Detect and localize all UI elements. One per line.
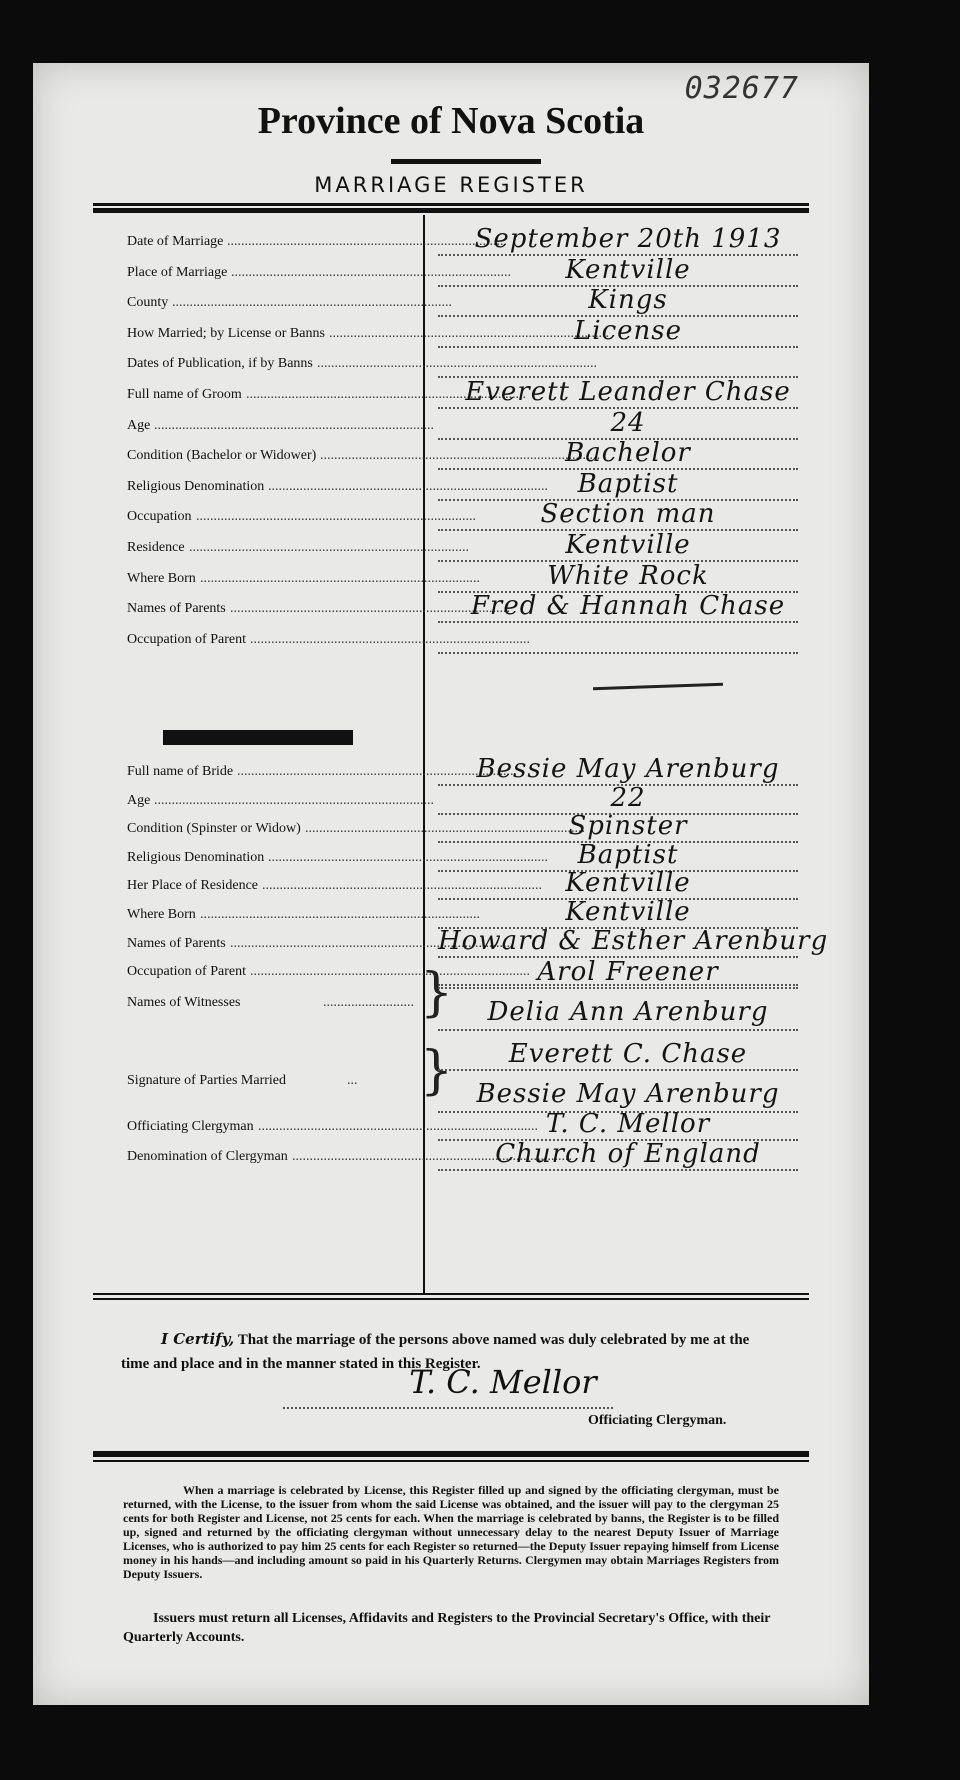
field-label: Denomination of Clergyman (127, 1149, 288, 1164)
header-rule-thick (93, 208, 809, 213)
field-row (93, 499, 813, 533)
field-label: Names of Parents (127, 935, 226, 951)
field-row (93, 285, 813, 319)
field-label: Occupation (127, 509, 192, 525)
field-row (93, 350, 813, 380)
field-label: Full name of Groom (127, 387, 242, 402)
signatures-row (93, 1035, 813, 1115)
field-label: Condition (Spinster or Widow) (127, 821, 301, 837)
field-value: 24 (610, 407, 646, 438)
field-value: Kentville (565, 254, 691, 285)
leader-dots: ................................................................................ (305, 821, 585, 837)
field-row (93, 530, 813, 564)
field-value: Kentville (565, 530, 691, 560)
field-value: Bessie May Arenburg (476, 754, 780, 784)
leader-dots: ................................................................................ (317, 356, 597, 372)
blank-dash-mark (593, 683, 723, 691)
field-label: Age (127, 417, 151, 433)
notice-rule-thin (93, 1460, 809, 1462)
footer-rule-2 (93, 1298, 809, 1300)
field-label: Date of Marriage (127, 234, 224, 249)
field-value: Fred & Hannah Chase (470, 591, 786, 622)
leader-dots: ................................................................................ (268, 849, 548, 865)
field-value: Baptist (577, 839, 679, 870)
field-row (93, 591, 813, 625)
leader-dots: ................................................................................ (154, 792, 434, 808)
field-row (93, 438, 813, 472)
field-value: Kentville (565, 868, 691, 899)
field-value: Bachelor (565, 438, 691, 469)
field-row (93, 468, 813, 503)
leader-dots: ................................................................................ (292, 1149, 572, 1164)
signatures-bracket: } (420, 1041, 454, 1101)
field-label: Condition (Bachelor or Widower) (127, 448, 317, 464)
field-label: Age (127, 792, 151, 808)
field-row (93, 224, 813, 258)
leader-dots: ................................................................................ (227, 234, 507, 249)
field-row (93, 626, 813, 656)
field-label: Occupation of Parent (127, 631, 246, 647)
signature-groom-value: Everett C. Chase (508, 1039, 748, 1069)
value-dots (438, 346, 798, 348)
field-row (93, 407, 813, 442)
leader-dots: .......................... (323, 995, 414, 1010)
field-value: Kentville (565, 897, 691, 927)
leader-dots: ................................................................................ (196, 509, 476, 525)
field-label: Religious Denomination (127, 849, 265, 865)
field-value: Section man (540, 499, 716, 530)
field-value: Baptist (577, 468, 679, 499)
leader-dots: ................................................................................ (200, 570, 480, 586)
leader-dots: ................................................................................ (250, 631, 530, 647)
bride-section-bar (163, 730, 353, 745)
clergyman-signature: T. C. Mellor (409, 1363, 597, 1401)
leader-dots: ................................................................................ (172, 295, 452, 311)
field-label: Names of Parents (127, 601, 226, 617)
signatures-label: Signature of Parties Married (127, 1073, 287, 1088)
register-number: 032677 (684, 71, 799, 106)
witness-1-value: Arol Freener (537, 957, 719, 987)
field-value: Spinster (568, 811, 688, 842)
leader-dots: ................................................................................ (250, 964, 530, 980)
leader-dots: ................................................................................ (189, 540, 469, 555)
field-value: Kings (588, 285, 668, 316)
field-row (93, 254, 813, 289)
field-value: Howard & Esther Arenburg (438, 925, 829, 956)
clergyman-role: Officiating Clergyman. (588, 1413, 727, 1428)
witnesses-row (93, 953, 813, 1033)
instructions-notice: When a marriage is celebrated by License, this Register filled up and signed by the officiating clergyman, must be returned, with the License, to the issuer from whom the said License was obtained, and the issuer will pay to the clergyman 25 cents for both Register and License, not 25 cents for each. When the marriage is celebrated by banns, the Register is to be filled up, signed and returned by the officiating clergyman without unnecessary delay to the nearest Deputy Issuer of Marriage Licenses, who is authorized to pay him 25 cents for each Register so returned—the Deputy Issuer repaying himself from License money in his hands—and including amount so paid in his Quarterly Returns. Clergymen may obtain Marriages Registers from Deputy Issuers. (123, 1483, 779, 1581)
field-label: Full name of Bride (127, 764, 234, 779)
value-dots (438, 987, 798, 989)
field-label: Where Born (127, 907, 196, 922)
field-label: Officiating Clergyman (127, 1119, 254, 1134)
leader-dots: ................................................................................ (230, 935, 510, 951)
signature-dots (283, 1407, 613, 1409)
notice-rule-thick (93, 1451, 809, 1457)
field-row (93, 377, 813, 411)
field-label: Place of Marriage (127, 264, 228, 280)
certify-body: That the marriage of the persons above named was duly celebrated by me at the time and place and in the manner stated in this Register. (121, 1332, 750, 1372)
field-row (93, 1139, 813, 1173)
leader-dots: ................................................................................ (329, 325, 609, 341)
field-label: Her Place of Residence (127, 878, 258, 894)
leader-dots: ................................................................................ (230, 601, 510, 617)
marriage-register-sheet (33, 63, 869, 1705)
page-subtitle: MARRIAGE REGISTER (314, 173, 588, 197)
field-label: County (127, 295, 169, 311)
leader-dots: ... (347, 1073, 358, 1088)
field-value: T. C. Mellor (545, 1109, 711, 1139)
leader-dots: ................................................................................ (231, 264, 511, 280)
field-value: White Rock (547, 560, 709, 591)
value-dots (438, 1069, 798, 1071)
leader-dots: ................................................................................ (268, 478, 548, 494)
field-value: License (573, 315, 682, 346)
leader-dots: ................................................................................ (154, 417, 434, 433)
value-dots (438, 1169, 798, 1171)
leader-dots: ................................................................................ (320, 448, 600, 464)
title-rule (391, 159, 541, 164)
field-label: Residence (127, 540, 185, 555)
value-dots (438, 652, 798, 654)
leader-dots: ................................................................................ (258, 1119, 538, 1134)
value-dots (438, 1029, 798, 1031)
field-value: Everett Leander Chase (465, 377, 791, 407)
footer-rule-1 (93, 1293, 809, 1295)
field-value: 22 (610, 782, 646, 813)
field-value: Church of England (495, 1139, 761, 1169)
field-row (93, 560, 813, 595)
leader-dots: ................................................................................ (262, 878, 542, 894)
header-rule-thin (93, 203, 809, 206)
field-row (93, 315, 813, 350)
field-label: Dates of Publication, if by Banns (127, 356, 313, 372)
leader-dots: ................................................................................ (237, 764, 517, 779)
witness-2-value: Delia Ann Arenburg (487, 997, 769, 1027)
signature-bride-value: Bessie May Arenburg (476, 1079, 780, 1109)
issuers-notice: Issuers must return all Licenses, Affidavits and Registers to the Provincial Secretary's Office, with their Quarterly Accounts. (123, 1611, 771, 1645)
witnesses-label: Names of Witnesses (127, 995, 241, 1010)
witnesses-bracket: } (420, 963, 454, 1023)
field-label: Occupation of Parent (127, 964, 246, 980)
field-label: Where Born (127, 570, 196, 586)
leader-dots: ................................................................................ (246, 387, 526, 402)
certify-lead: I Certify, (161, 1330, 235, 1348)
page-title: Province of Nova Scotia (257, 100, 645, 142)
field-label: Religious Denomination (127, 478, 265, 494)
field-value: September 20th 1913 (474, 224, 782, 254)
value-dots (438, 621, 798, 623)
field-label: How Married; by License or Banns (127, 325, 325, 341)
leader-dots: ................................................................................ (200, 907, 480, 922)
